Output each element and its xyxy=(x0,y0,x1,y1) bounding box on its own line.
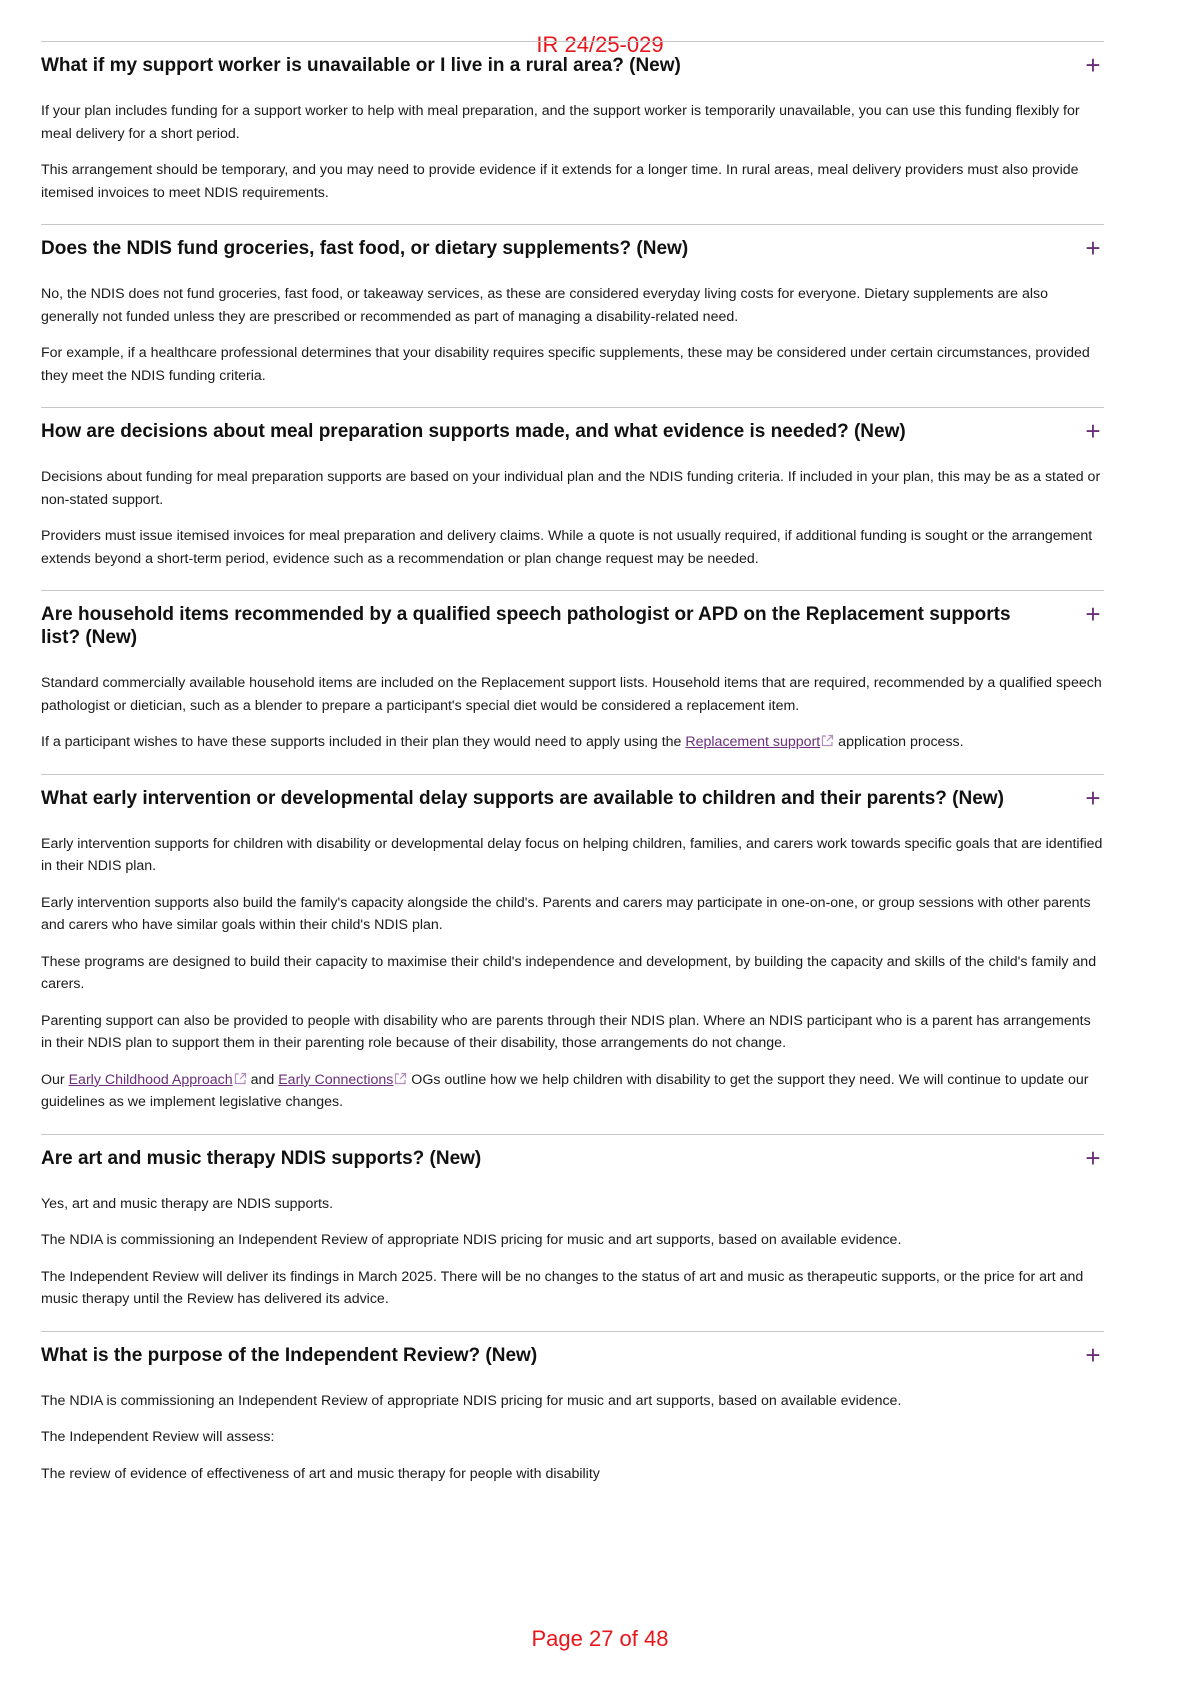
faq-answer xyxy=(41,77,1104,224)
faq-toggle[interactable] xyxy=(41,1135,1104,1173)
faq-item xyxy=(41,774,1104,1134)
text-run: application process. xyxy=(834,734,964,750)
plus-icon[interactable]: + xyxy=(1085,1142,1101,1173)
faq-question: Does the NDIS fund groceries, fast food, or dietary supplements? (New) xyxy=(41,238,689,259)
faq-paragraph: The Independent Review will assess: xyxy=(41,1429,275,1445)
faq-answer xyxy=(41,443,1104,590)
faq-paragraph: Early intervention supports also build the family's capacity alongside the child's. Parents and carers may participate in one-on-one, or group sessions with other parents and carers who have similar goals within their child's NDIS plan. xyxy=(41,894,1091,933)
text-run: If a participant wishes to have these supports included in their plan they would need to apply using the xyxy=(41,734,686,750)
plus-icon[interactable]: + xyxy=(1085,50,1101,80)
faq-toggle[interactable] xyxy=(41,1332,1104,1370)
faq-question: How are decisions about meal preparation supports made, and what evidence is needed? (New) xyxy=(41,421,906,442)
early-connections-link[interactable]: Early Connections xyxy=(278,1071,394,1088)
plus-icon[interactable]: + xyxy=(1085,782,1101,813)
faq-list xyxy=(41,41,1104,1505)
faq-item xyxy=(41,41,1104,224)
faq-paragraph: This arrangement should be temporary, and you may need to provide evidence if it extends for a longer time. In rural areas, meal delivery providers must also provide itemised invoices to meet NDIS requirements. xyxy=(41,162,1079,201)
plus-icon[interactable]: + xyxy=(1085,1339,1101,1370)
document-reference-stamp: IR 24/25-029 xyxy=(536,32,664,57)
faq-paragraph: The NDIA is commissioning an Independent Review of appropriate NDIS pricing for music and art supports, based on available evidence. xyxy=(41,1232,902,1248)
faq-toggle[interactable] xyxy=(41,775,1104,813)
text-run: Our xyxy=(41,1071,69,1088)
faq-paragraph: Decisions about funding for meal preparation supports are based on your individual plan and the NDIS funding criteria. If included in your plan, this may be as a stated or non-stated support. xyxy=(41,469,1101,508)
faq-paragraph: Parenting support can also be provided to people with disability who are parents through their NDIS plan. Where an NDIS participant who is a parent has arrangements in their NDIS plan to support them in their parenting role because of their disability, those arrangements do not change. xyxy=(41,1012,1091,1051)
faq-paragraph: The NDIA is commissioning an Independent Review of appropriate NDIS pricing for music and art supports, based on available evidence. xyxy=(41,1392,902,1409)
faq-answer xyxy=(41,1367,1104,1506)
faq-question: Are art and music therapy NDIS supports? (New) xyxy=(41,1147,482,1169)
faq-answer xyxy=(41,260,1104,407)
faq-paragraph: Providers must issue itemised invoices for meal preparation and delivery claims. While a quote is not usually required, if additional funding is sought or the arrangement extends beyond a short-term period, evidence such as a recommendation or plan change request may be needed. xyxy=(41,528,1093,567)
faq-paragraph: For example, if a healthcare professional determines that your disability requires specific supplements, these may be considered under certain circumstances, provided they meet the NDIS funding criteria. xyxy=(41,345,1090,384)
faq-paragraph xyxy=(41,731,1104,754)
page-number-stamp: Page 27 of 48 xyxy=(531,1626,669,1651)
faq-item xyxy=(41,1134,1104,1331)
faq-paragraph: The Independent Review will deliver its findings in March 2025. There will be no changes to the status of art and music as therapeutic supports, or the price for art and music therapy until the Review has delivered its advice. xyxy=(41,1268,1084,1307)
faq-paragraph: The review of evidence of effectiveness of art and music therapy for people with disability xyxy=(41,1465,600,1482)
faq-item xyxy=(41,590,1104,774)
faq-paragraph: If your plan includes funding for a support worker to help with meal preparation, and the support worker is temporarily unavailable, you can use this funding flexibly for meal delivery for a short period. xyxy=(41,103,1080,142)
faq-paragraph: Standard commercially available household items are included on the Replacement support lists. Household items that are required, recommended by a qualified speech pathologist or dietician, such as a blender to prepare a participant's special diet would be considered a replacement item. xyxy=(41,675,1102,714)
faq-item xyxy=(41,1331,1104,1506)
faq-paragraph xyxy=(41,1069,1104,1114)
faq-answer xyxy=(41,1170,1104,1331)
faq-question: What early intervention or developmental delay supports are available to children and their parents? (New) xyxy=(41,787,1004,809)
faq-paragraph: These programs are designed to build their capacity to maximise their child's independence and development, by building the capacity and skills of the child's family and carers. xyxy=(41,953,1097,992)
faq-item xyxy=(41,407,1104,590)
faq-toggle[interactable] xyxy=(41,225,1104,263)
replacement-support-link[interactable]: Replacement support xyxy=(685,734,821,750)
external-link-icon xyxy=(234,1072,247,1085)
plus-icon[interactable]: + xyxy=(1085,233,1101,263)
faq-question: What if my support worker is unavailable or I live in a rural area? (New) xyxy=(41,55,681,76)
faq-toggle[interactable] xyxy=(41,591,1104,649)
plus-icon[interactable]: + xyxy=(1085,416,1101,446)
early-childhood-approach-link[interactable]: Early Childhood Approach xyxy=(68,1071,233,1088)
faq-toggle[interactable] xyxy=(41,42,1104,80)
external-link-icon xyxy=(394,1072,407,1085)
faq-question: What is the purpose of the Independent Review? (New) xyxy=(41,1344,538,1366)
plus-icon[interactable]: + xyxy=(1085,599,1101,629)
faq-question: Are household items recommended by a qualified speech pathologist or APD on the Replacement supports list? (New) xyxy=(41,604,1011,648)
faq-paragraph: Early intervention supports for children with disability or developmental delay focus on helping children, families, and carers work towards specific goals that are identified in their NDIS plan. xyxy=(41,835,1103,874)
faq-toggle[interactable] xyxy=(41,408,1104,446)
faq-paragraph: Yes, art and music therapy are NDIS supports. xyxy=(41,1195,334,1212)
external-link-icon xyxy=(821,734,834,747)
faq-item xyxy=(41,224,1104,407)
text-run: OGs outline how we help children with disability to get the support they need. We will continue to update our guidelines as we implement legislative changes. xyxy=(41,1071,1089,1110)
faq-paragraph: No, the NDIS does not fund groceries, fast food, or takeaway services, as these are considered everyday living costs for everyone. Dietary supplements are also generally not funded unless they are prescribed or recommended as part of managing a disability-related need. xyxy=(41,286,1049,325)
faq-answer xyxy=(41,649,1104,774)
faq-answer xyxy=(41,810,1104,1134)
text-run: and xyxy=(246,1071,279,1088)
